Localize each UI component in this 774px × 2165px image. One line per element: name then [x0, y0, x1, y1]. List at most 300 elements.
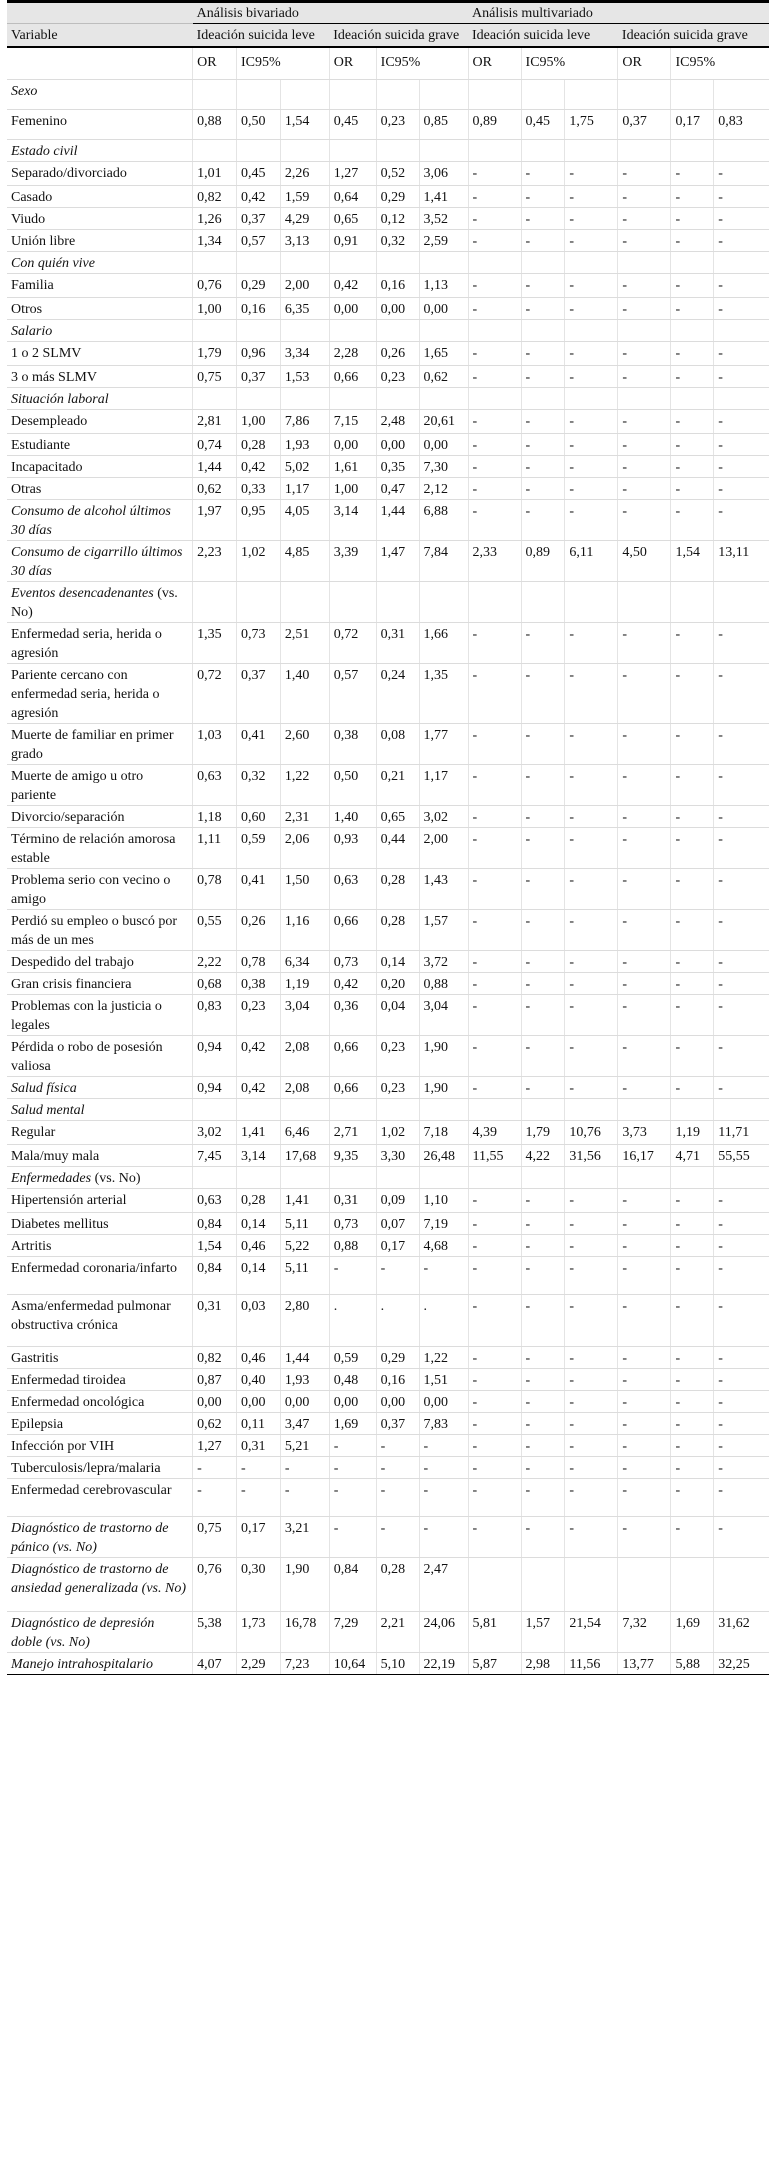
or-value: -: [468, 162, 521, 186]
ci-lower-value: 0,52: [376, 162, 419, 186]
ci-upper-value: 1,66: [419, 623, 468, 664]
section-label-text: Sexo: [11, 84, 38, 99]
ci-lower-value: -: [521, 765, 565, 806]
variable-label: [7, 1457, 193, 1479]
ci-lower-value: 0,89: [521, 541, 565, 582]
or-value: -: [618, 366, 671, 388]
or-value: 1,61: [329, 456, 376, 478]
or-value: 1,03: [193, 724, 237, 765]
or-value: 1,35: [193, 623, 237, 664]
ci-upper-value: 7,18: [419, 1121, 468, 1145]
ci-lower-value: 0,46: [236, 1235, 280, 1257]
ci-upper-value: 1,59: [280, 186, 329, 208]
or-value: [468, 1558, 521, 1612]
empty-cell: [236, 80, 280, 110]
ci-lower-value: -: [671, 186, 714, 208]
variable-label-suffix: (vs. No): [49, 1540, 97, 1555]
ci-lower-value: 0,32: [376, 230, 419, 252]
empty-cell: [280, 1167, 329, 1189]
or-value: 2,81: [193, 410, 237, 434]
ci-upper-value: 26,48: [419, 1145, 468, 1167]
empty-cell: [419, 1099, 468, 1121]
variable-label: [7, 1036, 193, 1077]
variable-label: [7, 1391, 193, 1413]
ci-lower-value: -: [521, 1077, 565, 1099]
ci-lower-value: 0,40: [236, 1369, 280, 1391]
empty-cell: [468, 140, 521, 162]
ci-upper-value: 2,08: [280, 1036, 329, 1077]
empty-cell: [618, 320, 671, 342]
ci-upper-value: .: [419, 1295, 468, 1347]
or-value: -: [468, 1479, 521, 1517]
ci-upper-value: -: [565, 995, 618, 1036]
or-value: -: [193, 1479, 237, 1517]
ci-lower-value: -: [671, 1347, 714, 1369]
ci-upper-value: -: [714, 1077, 769, 1099]
ci-lower-value: 4,71: [671, 1145, 714, 1167]
table-row: [7, 410, 769, 434]
ci-lower-value: -: [376, 1517, 419, 1558]
or-value: -: [329, 1457, 376, 1479]
empty-cell: [671, 582, 714, 623]
or-value: 0,84: [193, 1257, 237, 1295]
ci-upper-value: 1,40: [280, 664, 329, 724]
or-value: 0,57: [329, 664, 376, 724]
ci-lower-value: -: [671, 623, 714, 664]
ci-upper-value: 1,41: [419, 186, 468, 208]
table-row: [7, 456, 769, 478]
or-value: 0,82: [193, 1347, 237, 1369]
ci-upper-value: 0,00: [419, 1391, 468, 1413]
ci-upper-value: -: [565, 1189, 618, 1213]
or-value: -: [468, 1347, 521, 1369]
empty-cell: [565, 140, 618, 162]
variable-label-text: Gran crisis financiera: [11, 977, 132, 992]
ci-upper-value: -: [714, 274, 769, 298]
table-row: [7, 1235, 769, 1257]
variable-label: [7, 478, 193, 500]
ci-upper-value: [714, 1558, 769, 1612]
variable-label: [7, 434, 193, 456]
ci-upper-value: 31,62: [714, 1612, 769, 1653]
ci-lower-value: 0,17: [376, 1235, 419, 1257]
variable-label-text: Enfermedad seria, herida o agresión: [11, 627, 162, 661]
ci-lower-value: 0,14: [236, 1213, 280, 1235]
ci-upper-value: -: [565, 230, 618, 252]
section-header-row: [7, 1167, 769, 1189]
variable-label-text: Enfermedad tiroidea: [11, 1373, 126, 1388]
ci-upper-value: -: [280, 1457, 329, 1479]
ci-upper-value: -: [714, 478, 769, 500]
variable-label-text: Epilepsia: [11, 1417, 64, 1432]
ci-lower-value: -: [521, 366, 565, 388]
ci-lower-value: -: [521, 869, 565, 910]
variable-label-text: Tuberculosis/lepra/malaria: [11, 1461, 161, 1476]
or-value: 3,39: [329, 541, 376, 582]
ci-upper-value: 55,55: [714, 1145, 769, 1167]
ci95-header: IC95%: [236, 47, 329, 80]
ci-upper-value: 5,11: [280, 1257, 329, 1295]
ci-upper-value: -: [565, 478, 618, 500]
empty-cell: [236, 320, 280, 342]
ci-upper-value: -: [714, 1479, 769, 1517]
ci-lower-value: 1,02: [376, 1121, 419, 1145]
ci-upper-value: -: [565, 951, 618, 973]
ci-upper-value: 7,19: [419, 1213, 468, 1235]
variable-label-text: Desempleado: [11, 414, 88, 429]
variable-label: [7, 910, 193, 951]
section-header-row: [7, 320, 769, 342]
ci-lower-value: 3,30: [376, 1145, 419, 1167]
or-value: -: [468, 478, 521, 500]
empty-cell: [671, 252, 714, 274]
table-row: [7, 1653, 769, 1675]
variable-header: Variable: [7, 24, 193, 48]
multivariate-mild-ideation-header: Ideación suicida leve: [468, 24, 618, 48]
ci-upper-value: -: [714, 1189, 769, 1213]
ci-lower-value: -: [521, 1517, 565, 1558]
table-row: [7, 724, 769, 765]
ci-lower-value: -: [521, 1435, 565, 1457]
or-value: -: [468, 1036, 521, 1077]
ci-lower-value: -: [521, 1189, 565, 1213]
or-value: -: [618, 765, 671, 806]
variable-label: [7, 973, 193, 995]
or-value: 1,26: [193, 208, 237, 230]
or-value: -: [468, 298, 521, 320]
variable-label: [7, 1235, 193, 1257]
empty-cell: [193, 80, 237, 110]
empty-cell: [618, 582, 671, 623]
ci-lower-value: 0,37: [236, 366, 280, 388]
section-label: [7, 1167, 193, 1189]
table-row: [7, 1036, 769, 1077]
or-value: 0,66: [329, 366, 376, 388]
section-label-text: Salud mental: [11, 1103, 85, 1118]
empty-cell: [280, 1099, 329, 1121]
empty-cell: [671, 320, 714, 342]
variable-label: [7, 1413, 193, 1435]
ci-upper-value: 0,88: [419, 973, 468, 995]
ci-upper-value: 1,90: [419, 1077, 468, 1099]
or-value: -: [468, 910, 521, 951]
variable-label: [7, 208, 193, 230]
variable-label: [7, 298, 193, 320]
empty-cell: [419, 582, 468, 623]
or-value: -: [329, 1257, 376, 1295]
ci-lower-value: -: [671, 1213, 714, 1235]
ci-lower-value: 0,20: [376, 973, 419, 995]
ci-lower-value: 0,50: [236, 110, 280, 140]
or-value: 5,81: [468, 1612, 521, 1653]
section-label-suffix: (vs. No): [91, 1171, 141, 1186]
table-row: [7, 1435, 769, 1457]
ci-upper-value: 2,47: [419, 1558, 468, 1612]
ci-upper-value: -: [714, 869, 769, 910]
or-value: -: [618, 1189, 671, 1213]
variable-label: [7, 623, 193, 664]
or-value: 0,59: [329, 1347, 376, 1369]
ci-lower-value: 0,16: [236, 298, 280, 320]
variable-label: [7, 1347, 193, 1369]
variable-label-text: Problemas con la justicia o legales: [11, 999, 162, 1033]
ci-lower-value: 0,00: [236, 1391, 280, 1413]
empty-cell: [521, 1167, 565, 1189]
ci-lower-value: 0,78: [236, 951, 280, 973]
ci-upper-value: -: [565, 1369, 618, 1391]
blank-subheader-cell: [7, 47, 193, 80]
ci-lower-value: -: [521, 1413, 565, 1435]
ci-lower-value: -: [521, 478, 565, 500]
empty-cell: [193, 140, 237, 162]
or-value: -: [618, 434, 671, 456]
variable-label-text: 1 o 2 SLMV: [11, 346, 82, 361]
or-value: 2,33: [468, 541, 521, 582]
or-value: [618, 1558, 671, 1612]
or-value: -: [468, 208, 521, 230]
table-row: [7, 208, 769, 230]
ci-upper-value: -: [419, 1517, 468, 1558]
empty-cell: [671, 140, 714, 162]
ci-upper-value: -: [714, 995, 769, 1036]
or-value: 1,97: [193, 500, 237, 541]
section-label: [7, 388, 193, 410]
variable-label-text: Pérdida o robo de posesión valiosa: [11, 1040, 163, 1074]
section-label-text: Con quién vive: [11, 256, 95, 271]
multivariate-severe-ideation-header: Ideación suicida grave: [618, 24, 769, 48]
ci-upper-value: -: [565, 1479, 618, 1517]
or-value: 0,62: [193, 1413, 237, 1435]
ci-upper-value: 1,57: [419, 910, 468, 951]
ci-upper-value: -: [565, 434, 618, 456]
ci-lower-value: -: [521, 186, 565, 208]
variable-label: [7, 456, 193, 478]
variable-label-text: Enfermedad oncológica: [11, 1395, 145, 1410]
or-value: -: [618, 1347, 671, 1369]
table-row: [7, 951, 769, 973]
table-row: [7, 274, 769, 298]
results-table-container: [7, 0, 769, 1675]
table-row: [7, 1479, 769, 1517]
variable-label: [7, 366, 193, 388]
or-value: -: [618, 478, 671, 500]
ci-upper-value: -: [714, 910, 769, 951]
empty-cell: [329, 1099, 376, 1121]
ci-lower-value: -: [521, 828, 565, 869]
ci-upper-value: 1,90: [419, 1036, 468, 1077]
section-header-row: [7, 252, 769, 274]
ci-upper-value: 3,34: [280, 342, 329, 366]
table-row: [7, 623, 769, 664]
or-value: 0,55: [193, 910, 237, 951]
ci-upper-value: 1,10: [419, 1189, 468, 1213]
variable-label-text: Mala/muy mala: [11, 1149, 100, 1164]
ci-upper-value: 2,80: [280, 1295, 329, 1347]
empty-cell: [419, 320, 468, 342]
or-value: -: [618, 1235, 671, 1257]
ci-upper-value: 1,54: [280, 110, 329, 140]
ci-upper-value: -: [714, 1391, 769, 1413]
ci-upper-value: 1,13: [419, 274, 468, 298]
or-value: 5,38: [193, 1612, 237, 1653]
empty-cell: [521, 80, 565, 110]
ci-upper-value: 32,25: [714, 1653, 769, 1675]
or-header: OR: [618, 47, 671, 80]
empty-cell: [521, 252, 565, 274]
ci-lower-value: -: [521, 162, 565, 186]
empty-cell: [419, 1167, 468, 1189]
or-value: 2,22: [193, 951, 237, 973]
or-value: -: [468, 186, 521, 208]
or-value: -: [468, 456, 521, 478]
ci-upper-value: -: [565, 1517, 618, 1558]
or-value: 7,32: [618, 1612, 671, 1653]
empty-cell: [565, 80, 618, 110]
ci-lower-value: 0,00: [376, 434, 419, 456]
empty-cell: [376, 1167, 419, 1189]
ci-upper-value: -: [565, 724, 618, 765]
or-value: -: [468, 1235, 521, 1257]
ci-upper-value: 6,34: [280, 951, 329, 973]
variable-label-text: Infección por VIH: [11, 1439, 115, 1454]
ci-upper-value: -: [714, 208, 769, 230]
ci-lower-value: 0,28: [376, 910, 419, 951]
empty-cell: [236, 1167, 280, 1189]
variable-label: [7, 162, 193, 186]
ci-lower-value: -: [521, 1391, 565, 1413]
variable-label-text: Problema serio con vecino o amigo: [11, 873, 171, 907]
ci-lower-value: 0,46: [236, 1347, 280, 1369]
table-row: [7, 973, 769, 995]
or-value: -: [618, 1036, 671, 1077]
ci-upper-value: 13,11: [714, 541, 769, 582]
variable-label: [7, 1121, 193, 1145]
variable-label: [7, 110, 193, 140]
ci-lower-value: -: [236, 1457, 280, 1479]
or-value: 1,69: [329, 1413, 376, 1435]
empty-cell: [376, 388, 419, 410]
ci-lower-value: -: [671, 1413, 714, 1435]
ci-upper-value: -: [714, 664, 769, 724]
ci-upper-value: 2,12: [419, 478, 468, 500]
table-row: [7, 1457, 769, 1479]
ci-lower-value: -: [521, 434, 565, 456]
ci-lower-value: -: [671, 456, 714, 478]
variable-label-text: Estudiante: [11, 438, 71, 453]
empty-cell: [565, 1099, 618, 1121]
empty-cell: [236, 1099, 280, 1121]
table-row: [7, 500, 769, 541]
variable-label-text: Diagnóstico de trastorno de ansiedad generalizada: [11, 1562, 169, 1596]
or-value: -: [618, 1213, 671, 1235]
ci-upper-value: 6,88: [419, 500, 468, 541]
empty-cell: [521, 320, 565, 342]
or-value: 0,89: [468, 110, 521, 140]
ci-upper-value: -: [714, 1517, 769, 1558]
ci-upper-value: 4,29: [280, 208, 329, 230]
or-value: 7,15: [329, 410, 376, 434]
empty-cell: [236, 140, 280, 162]
variable-label: [7, 1145, 193, 1167]
ci-upper-value: 5,11: [280, 1213, 329, 1235]
or-value: 3,14: [329, 500, 376, 541]
variable-label-text: Viudo: [11, 212, 46, 227]
ci-lower-value: -: [671, 1479, 714, 1517]
or-value: 0,68: [193, 973, 237, 995]
ci-upper-value: 2,08: [280, 1077, 329, 1099]
ci-upper-value: -: [714, 828, 769, 869]
empty-cell: [671, 1167, 714, 1189]
or-value: -: [468, 410, 521, 434]
section-header-row: [7, 582, 769, 623]
ci-upper-value: -: [565, 1257, 618, 1295]
ci-upper-value: -: [565, 1036, 618, 1077]
empty-cell: [329, 320, 376, 342]
section-header-row: [7, 1099, 769, 1121]
empty-cell: [565, 1167, 618, 1189]
ci-upper-value: -: [565, 869, 618, 910]
or-value: -: [618, 410, 671, 434]
empty-cell: [565, 388, 618, 410]
empty-cell: [193, 1167, 237, 1189]
ci-lower-value: -: [376, 1457, 419, 1479]
empty-cell: [714, 252, 769, 274]
empty-cell: [329, 1167, 376, 1189]
empty-cell: [671, 80, 714, 110]
section-label: [7, 582, 193, 623]
bivariate-analysis-header: Análisis bivariado: [193, 2, 468, 24]
ci-lower-value: 1,44: [376, 500, 419, 541]
or-value: -: [618, 342, 671, 366]
variable-label: [7, 1189, 193, 1213]
variable-label: [7, 664, 193, 724]
table-row: [7, 869, 769, 910]
empty-cell: [714, 80, 769, 110]
variable-label-text: Diagnóstico de depresión doble: [11, 1616, 155, 1650]
or-value: 2,23: [193, 541, 237, 582]
or-value: 0,94: [193, 1036, 237, 1077]
section-header-row: [7, 80, 769, 110]
table-header: [7, 2, 769, 80]
ci-upper-value: -: [714, 342, 769, 366]
ci-upper-value: 1,35: [419, 664, 468, 724]
ci-upper-value: -: [565, 1077, 618, 1099]
ci-lower-value: [521, 1558, 565, 1612]
ci-lower-value: -: [671, 500, 714, 541]
variable-label: [7, 274, 193, 298]
ci-lower-value: -: [671, 724, 714, 765]
ci-lower-value: 0,17: [236, 1517, 280, 1558]
ci-lower-value: -: [671, 973, 714, 995]
empty-cell: [193, 252, 237, 274]
ci-lower-value: 0,41: [236, 869, 280, 910]
empty-cell: [419, 80, 468, 110]
ci-upper-value: -: [714, 1295, 769, 1347]
ci-upper-value: 20,61: [419, 410, 468, 434]
ci-upper-value: -: [565, 973, 618, 995]
or-value: -: [468, 1391, 521, 1413]
or-value: 11,55: [468, 1145, 521, 1167]
ci-upper-value: -: [565, 1235, 618, 1257]
or-value: 5,87: [468, 1653, 521, 1675]
variable-label-text: Perdió su empleo o buscó por más de un mes: [11, 914, 178, 948]
or-value: 13,77: [618, 1653, 671, 1675]
or-value: -: [618, 274, 671, 298]
or-value: -: [618, 186, 671, 208]
ci-upper-value: -: [714, 410, 769, 434]
or-value: 0,88: [329, 1235, 376, 1257]
ci-upper-value: 31,56: [565, 1145, 618, 1167]
